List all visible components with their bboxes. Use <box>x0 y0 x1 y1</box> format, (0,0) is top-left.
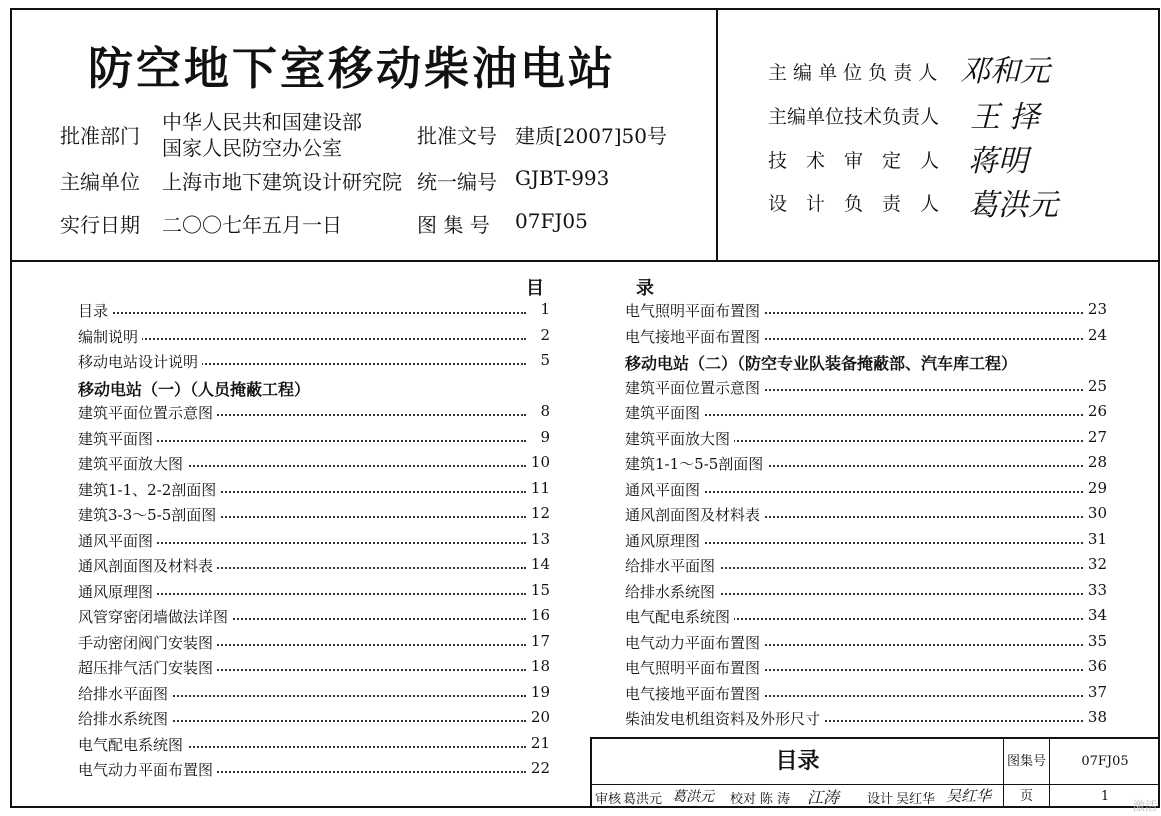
toc-entry-page: 11 <box>530 478 550 497</box>
toc-entry-page: 9 <box>530 428 550 446</box>
toc-entry-page: 10 <box>530 453 550 471</box>
watermark: 激活 <box>1132 799 1157 813</box>
info-label-approval-no: 批准文号 <box>417 124 497 148</box>
info-value-editor: 上海市地下建筑设计研究院 <box>162 170 402 194</box>
toc-entry-title: 电气动力平面布置图 <box>625 632 764 653</box>
toc-entry <box>78 349 550 375</box>
toc-entry-page: 27 <box>1087 427 1107 446</box>
signature-chief-editor: 邓和元 <box>960 54 1050 89</box>
toc-entry-title: 给排水系统图 <box>625 581 719 602</box>
toc-section-heading <box>78 375 550 401</box>
toc-entry-title: 给排水平面图 <box>78 683 172 704</box>
toc-entry <box>78 655 550 681</box>
toc-entry-title: 电气配电系统图 <box>78 734 187 755</box>
atlas-number-label: 图集号 <box>1004 739 1050 785</box>
check-signature: 江涛 <box>807 788 840 807</box>
toc-heading-right: 录 <box>636 278 654 299</box>
sig-role-chief-editor: 主 编 单 位 负 责 人 <box>768 62 938 84</box>
toc-entry-title: 通风平面图 <box>78 530 157 551</box>
design-label: 设计 <box>867 792 894 807</box>
info-value-approval-no: 建质[2007]50号 <box>515 124 667 148</box>
toc-entry-title: 建筑平面位置示意图 <box>625 377 764 398</box>
toc-entry-title: 柴油发电机组资料及外形尺寸 <box>625 708 824 729</box>
toc-entry-title: 建筑平面位置示意图 <box>78 402 217 423</box>
toc-entry-title: 电气动力平面布置图 <box>78 759 217 780</box>
info-value-effective-date: 二〇〇七年五月一日 <box>162 213 342 237</box>
review-name: 葛洪元 <box>623 792 663 807</box>
info-label-effective-date: 实行日期 <box>60 213 140 237</box>
toc-entry <box>625 579 1107 605</box>
toc-entry <box>625 400 1107 426</box>
toc-entry <box>625 426 1107 452</box>
info-value-approval-dept-1: 中华人民共和国建设部 <box>162 110 362 134</box>
toc-entry <box>78 681 550 707</box>
check-name: 陈 涛 <box>760 792 791 807</box>
toc-entry <box>625 553 1107 579</box>
signature-tech-lead: 王 择 <box>970 100 1040 135</box>
toc-entry-title: 目录 <box>78 300 112 321</box>
toc-entry-title: 建筑1-1～5-5剖面图 <box>625 453 767 474</box>
toc-entry <box>78 324 550 350</box>
toc-entry-page: 37 <box>1087 682 1107 701</box>
toc-entry <box>625 375 1107 401</box>
toc-entry-title: 通风原理图 <box>625 530 704 551</box>
review-label: 审核 <box>595 792 622 807</box>
toc-entry-page: 35 <box>1087 631 1107 650</box>
toc-entry-title: 通风平面图 <box>625 479 704 500</box>
check-label: 校对 <box>730 792 757 807</box>
toc-entry <box>78 630 550 656</box>
info-value-unified-no: GJBT-993 <box>515 166 610 190</box>
toc-entry-title: 电气接地平面布置图 <box>625 326 764 347</box>
toc-entry-page: 16 <box>530 606 550 624</box>
info-label-unified-no: 统一编号 <box>417 170 497 194</box>
title-block-title: 目录 <box>592 739 1004 785</box>
sig-role-tech-lead: 主编单位技术负责人 <box>768 106 940 128</box>
toc-entry <box>78 604 550 630</box>
page-label: 页 <box>1004 785 1050 808</box>
toc-entry-title: 建筑平面放大图 <box>78 453 187 474</box>
toc-entry <box>78 298 550 324</box>
toc-entry <box>78 451 550 477</box>
toc-right-column <box>625 298 1107 732</box>
toc-entry-title: 移动电站设计说明 <box>78 351 202 372</box>
toc-entry-page: 23 <box>1087 300 1107 318</box>
toc-entry-page: 22 <box>530 759 550 777</box>
toc-entry-page: 32 <box>1087 555 1107 573</box>
review-signature: 葛洪元 <box>672 789 714 805</box>
toc-leader-dots <box>78 338 526 340</box>
toc-entry-page: 29 <box>1087 478 1107 497</box>
toc-entry-title: 给排水系统图 <box>78 708 172 729</box>
title-block <box>590 737 1160 808</box>
design-name: 吴红华 <box>896 792 936 807</box>
toc-entry-title: 手动密闭阀门安装图 <box>78 632 217 653</box>
toc-entry-page: 20 <box>530 708 550 726</box>
toc-entry-title: 超压排气活门安装图 <box>78 657 217 678</box>
toc-entry-page: 19 <box>530 682 550 701</box>
toc-entry-page: 31 <box>1087 529 1107 548</box>
atlas-number-value: 07FJ05 <box>1050 739 1160 785</box>
toc-entry <box>625 324 1107 350</box>
toc-entry-title: 通风剖面图及材料表 <box>78 555 217 576</box>
toc-entry-page: 1 <box>530 300 550 318</box>
toc-entry <box>78 400 550 426</box>
toc-heading-left: 目 <box>526 278 544 299</box>
toc-entry-page: 24 <box>1087 325 1107 344</box>
header-signature-panel <box>718 8 1160 262</box>
toc-entry-title: 电气接地平面布置图 <box>625 683 764 704</box>
toc-entry-title: 风管穿密闭墙做法详图 <box>78 606 232 627</box>
toc-entry <box>625 706 1107 732</box>
toc-entry <box>78 528 550 554</box>
toc-entry-title: 通风剖面图及材料表 <box>625 504 764 525</box>
approval-row <box>592 785 1004 808</box>
toc-entry-title: 电气照明平面布置图 <box>625 300 764 321</box>
toc-entry <box>78 426 550 452</box>
toc-entry-title: 电气配电系统图 <box>625 606 734 627</box>
toc-entry-title: 编制说明 <box>78 326 142 347</box>
toc-entry-title: 建筑3-3～5-5剖面图 <box>78 504 220 525</box>
toc-entry <box>625 528 1107 554</box>
toc-entry <box>625 451 1107 477</box>
toc-entry-page: 18 <box>530 657 550 675</box>
info-value-atlas-no: 07FJ05 <box>515 209 588 233</box>
toc-entry-title: 给排水平面图 <box>625 555 719 576</box>
toc-entry-title: 建筑1-1、2-2剖面图 <box>78 479 220 500</box>
page-number: 1 <box>1100 789 1110 804</box>
toc-entry-title: 建筑平面放大图 <box>625 428 734 449</box>
info-label-editor: 主编单位 <box>60 170 140 194</box>
toc-entry <box>625 681 1107 707</box>
toc-entry <box>625 630 1107 656</box>
page-title: 防空地下室移动柴油电站 <box>88 42 617 95</box>
toc-entry <box>625 477 1107 503</box>
sig-role-design-lead: 设 计 负 责 人 <box>768 193 940 215</box>
toc-entry-title: 电气照明平面布置图 <box>625 657 764 678</box>
toc-left-column <box>78 298 550 783</box>
toc-entry-page: 14 <box>530 555 550 573</box>
toc-entry-page: 30 <box>1087 504 1107 522</box>
toc-entry-page: 33 <box>1087 580 1107 599</box>
toc-entry-page: 36 <box>1087 657 1107 675</box>
toc-entry <box>78 553 550 579</box>
toc-entry <box>78 706 550 732</box>
toc-entry-title: 建筑平面图 <box>625 402 704 423</box>
toc-entry-page: 38 <box>1087 708 1107 726</box>
toc-entry-title: 通风原理图 <box>78 581 157 602</box>
toc-section-heading <box>625 349 1107 375</box>
toc-entry <box>78 732 550 758</box>
signature-reviewer: 蒋明 <box>968 144 1028 179</box>
info-label-atlas-no: 图 集 号 <box>417 213 490 237</box>
toc-entry-page: 34 <box>1087 606 1107 624</box>
toc-entry-title: 移动电站（二）（防空专业队装备掩蔽部、汽车库工程） <box>625 351 1021 374</box>
toc-entry-page: 8 <box>530 402 550 420</box>
toc-entry <box>625 655 1107 681</box>
toc-entry <box>78 579 550 605</box>
toc-entry-page: 13 <box>530 529 550 548</box>
toc-entry <box>625 502 1107 528</box>
toc-entry <box>78 502 550 528</box>
toc-entry <box>78 757 550 783</box>
design-signature: 吴红华 <box>946 787 992 805</box>
info-label-approval-dept: 批准部门 <box>60 124 140 148</box>
toc-entry <box>78 477 550 503</box>
toc-entry-page: 5 <box>530 351 550 369</box>
toc-entry-title: 建筑平面图 <box>78 428 157 449</box>
toc-entry-page: 12 <box>530 504 550 522</box>
toc-entry-page: 21 <box>530 733 550 752</box>
toc-entry-title: 移动电站（一）（人员掩蔽工程） <box>78 377 314 400</box>
toc-entry <box>625 604 1107 630</box>
toc-entry-page: 25 <box>1087 376 1107 395</box>
toc-entry-page: 15 <box>530 580 550 599</box>
toc-entry-page: 28 <box>1087 453 1107 471</box>
signature-design-lead: 葛洪元 <box>968 188 1058 223</box>
toc-entry-page: 17 <box>530 631 550 650</box>
toc-entry <box>625 298 1107 324</box>
sig-role-reviewer: 技 术 审 定 人 <box>768 150 940 172</box>
info-value-approval-dept-2: 国家人民防空办公室 <box>162 136 342 160</box>
toc-entry-page: 2 <box>530 326 550 344</box>
toc-entry-page: 26 <box>1087 402 1107 420</box>
toc-leader-dots <box>78 312 526 314</box>
